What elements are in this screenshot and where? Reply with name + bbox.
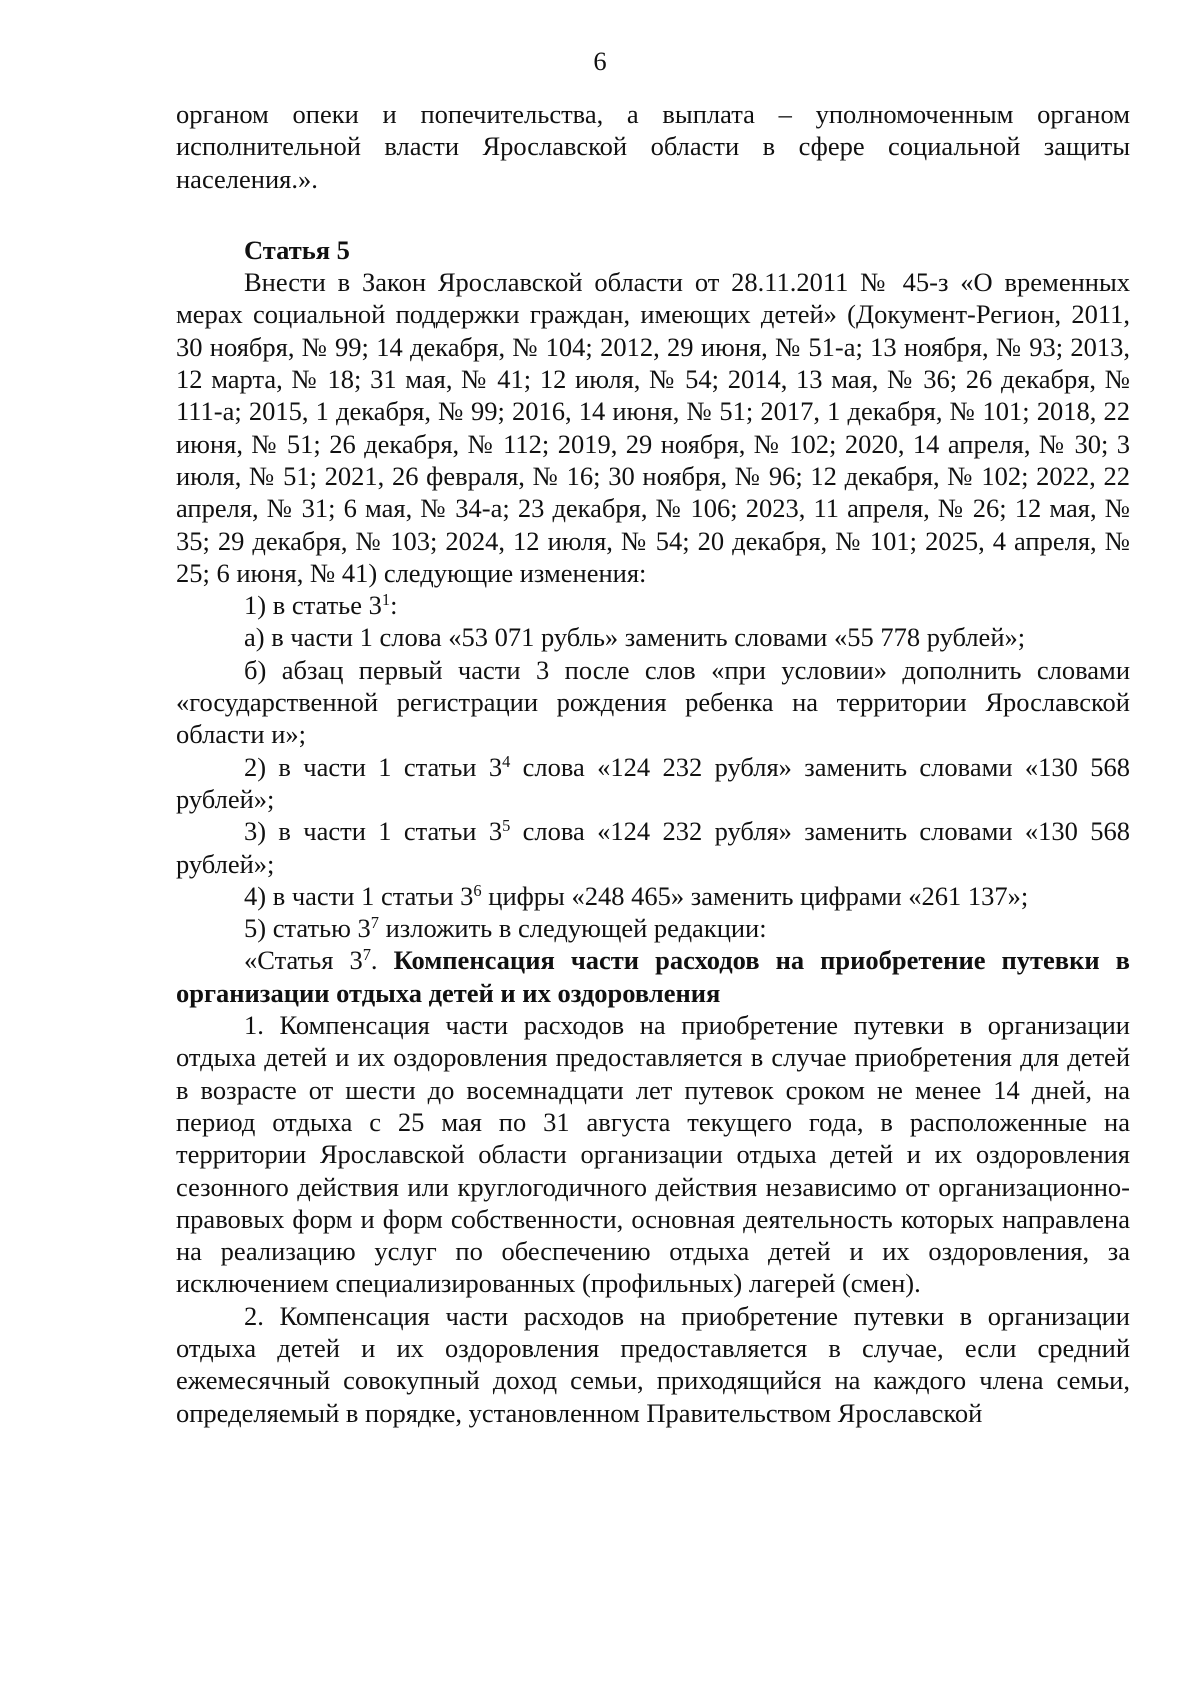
amendment-item-2 (176, 751, 1130, 816)
amendment-item-3 (176, 815, 1130, 880)
amendment-item-3-tail: слова «124 232 рубля» заменить словами «130 568 рублей»; (176, 816, 1130, 879)
amendment-item-5 (176, 912, 1130, 944)
amendment-item-1 (176, 589, 1130, 621)
amendment-item-1-text: 1) в статье 3 (244, 590, 382, 621)
page-number: 6 (593, 46, 607, 76)
amendment-item-1-tail: : (390, 590, 398, 621)
amendment-item-1b: б) абзац первый части 3 после слов «при условии» дополнить словами «государственной регистрации рождения ребенка на территории Ярославской области и»; (176, 654, 1130, 750)
superscript: 1 (381, 590, 391, 610)
new-article-dot: . (370, 945, 394, 976)
superscript: 7 (362, 945, 371, 965)
amendment-item-2-text: 2) в части 1 статьи 3 (244, 751, 503, 782)
new-article-paragraph-1: 1. Компенсация части расходов на приобретение путевки в организации отдыха детей и их оздоровления предоставляется в случае приобретения для детей в возрасте от шести до восемнадцати лет путевок сроком не менее 14 дней, на период отдыха с 25 мая по 31 августа текущего года, в расположенные на территории Ярославской области организации отдыха детей и их оздоровления сезонного действия или круглогодичного действия независимо от организационно-правовых форм и форм собственности, основная деятельность которых направлена на реализацию услуг по обеспечению отдыха детей и их оздоровления, за исключением специализированных (профильных) лагерей (смен). (176, 1010, 1130, 1299)
amendment-item-4-tail: цифры «248 465» заменить цифрами «261 137»; (481, 880, 1029, 911)
superscript: 5 (502, 816, 511, 836)
amendment-item-4 (176, 880, 1130, 912)
article-intro: Внести в Закон Ярославской области от 28.11.2011 № 45-з «О временных мерах социальной поддержки граждан, имеющих детей» (Документ-Регион, 2011, 30 ноября, № 99; 14 декабря, № 104; 2012, 29 июня, № 51-а; 13 ноября, № 93; 2013, 12 марта, № 18; 31 мая, № 41; 12 июля, № 54; 2014, 13 мая, № 36; 26 декабря, № 111-а; 2015, 1 декабря, № 99; 2016, 14 июня, № 51; 2017, 1 декабря, № 101; 2018, 22 июня, № 51; 26 декабря, № 112; 2019, 29 ноября, № 102; 2020, 14 апреля, № 30; 3 июля, № 51; 2021, 26 февраля, № 16; 30 ноября, № 96; 12 декабря, № 102; 2022, 22 апреля, № 31; 6 мая, № 34-а; 23 декабря, № 106; 2023, 11 апреля, № 26; 12 мая, № 35; 29 декабря, № 103; 2024, 12 июля, № 54; 20 декабря, № 101; 2025, 4 апреля, № 25; 6 июня, № 41) следующие изменения: (176, 267, 1130, 588)
amendment-item-5-text: 5) статью 3 (244, 913, 371, 944)
continuation-paragraph: органом опеки и попечительства, а выплата – уполномоченным органом исполнительной власти Ярославской области в сфере социальной защиты населения.». (176, 99, 1130, 194)
superscript: 6 (473, 880, 482, 900)
amendment-item-2-tail: слова «124 232 рубля» заменить словами «130 568 рублей»; (176, 751, 1130, 814)
document-body (176, 98, 1130, 1429)
amendment-item-4-text: 4) в части 1 статьи 3 (244, 880, 474, 911)
superscript: 7 (370, 913, 379, 933)
spacer (176, 195, 1130, 234)
new-article-title: Компенсация части расходов на приобретение путевки в организации отдыха детей и их оздоровления (176, 945, 1130, 1008)
amendment-item-3-text: 3) в части 1 статьи 3 (244, 816, 503, 847)
article-heading: Статья 5 (244, 234, 350, 265)
superscript: 4 (502, 751, 511, 771)
new-article-heading (176, 944, 1130, 1009)
amendment-item-1a: а) в части 1 слова «53 071 рубль» заменить словами «55 778 рублей»; (244, 622, 1026, 653)
amendment-item-5-tail: изложить в следующей редакции: (379, 913, 767, 944)
new-article-label: «Статья 3 (244, 945, 363, 976)
new-article-paragraph-2: 2. Компенсация части расходов на приобретение путевки в организации отдыха детей и их оздоровления предоставляется в случае, если средний ежемесячный совокупный доход семьи, приходящийся на каждого члена семьи, определяемый в порядке, установленном Правительством Ярославской (176, 1300, 1130, 1428)
